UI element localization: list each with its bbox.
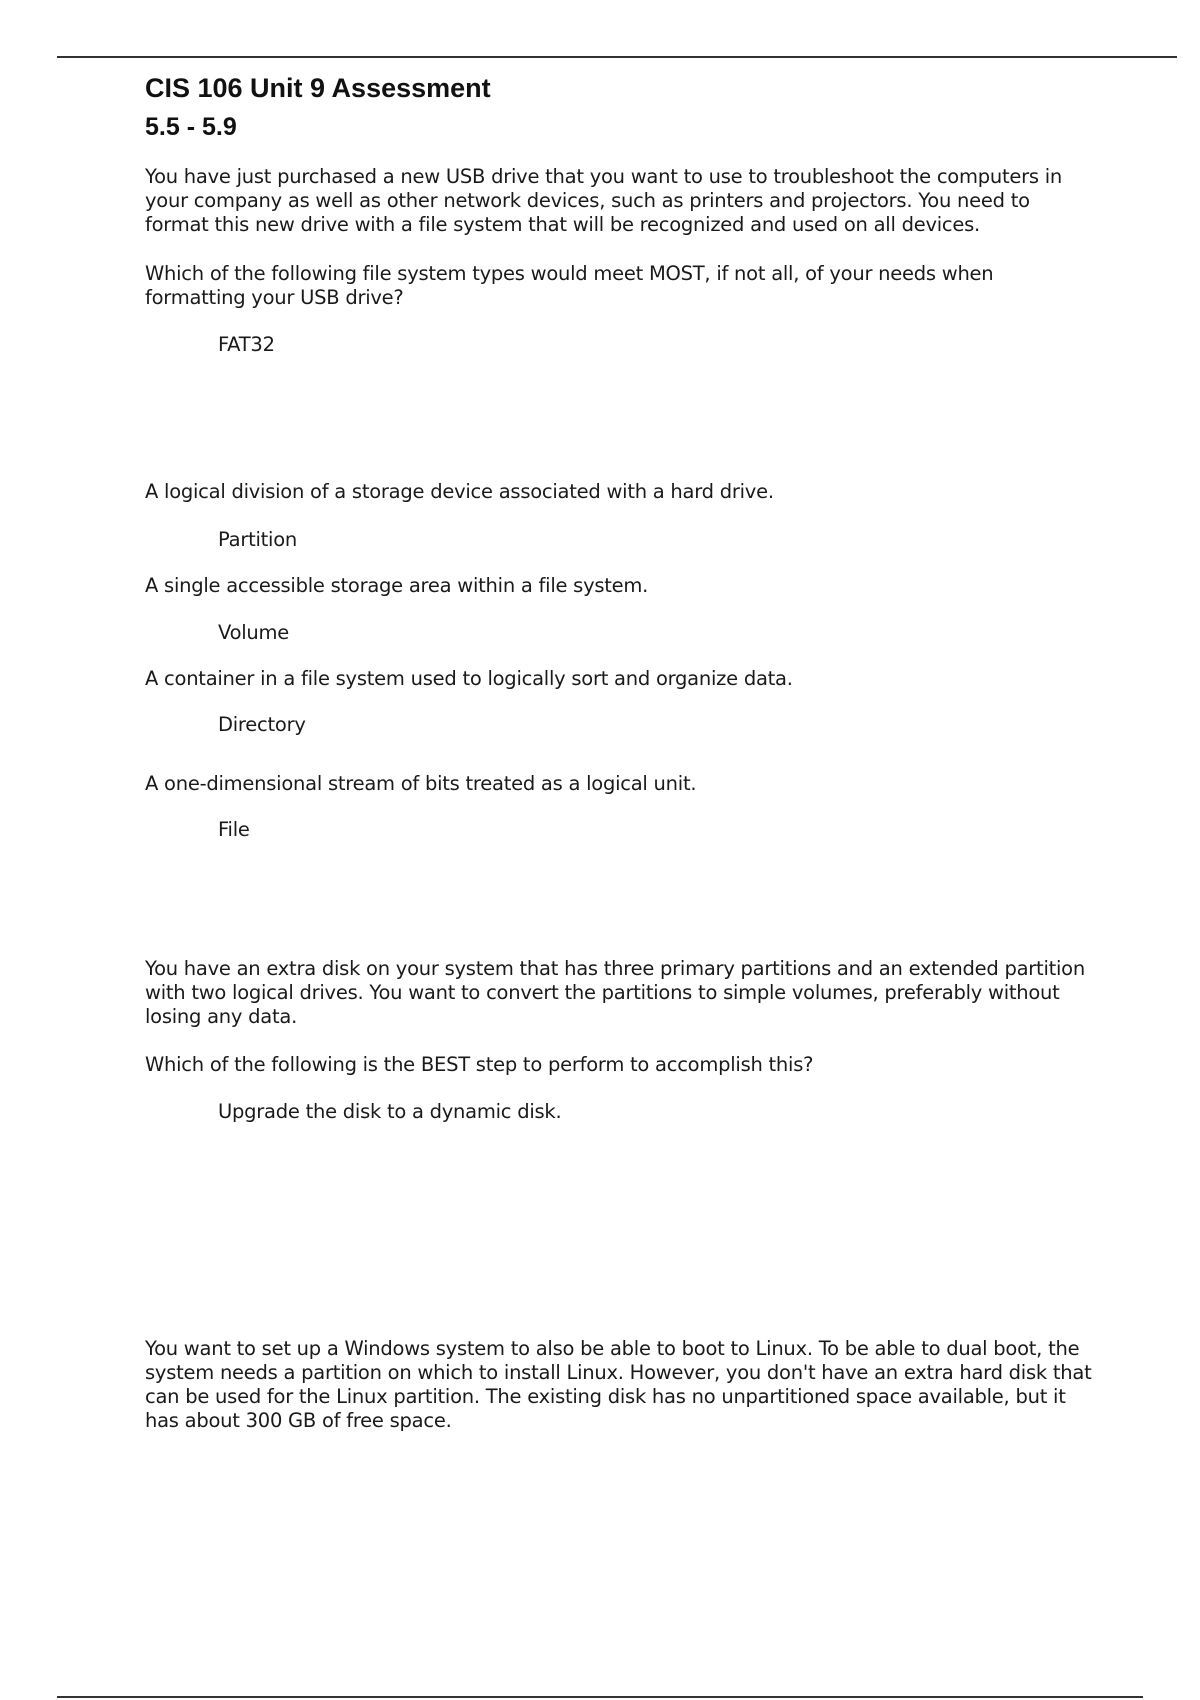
page-title: CIS 106 Unit 9 Assessment xyxy=(145,73,491,103)
definition-answer: Directory xyxy=(218,713,306,736)
document-body xyxy=(145,68,1095,1432)
bottom-divider xyxy=(57,1696,1143,1698)
question-answer: FAT32 xyxy=(218,333,275,356)
definition-term: A single accessible storage area within a file system. xyxy=(145,574,649,597)
question-prompt: Which of the following file system types would meet MOST, if not all, of your needs when formatting your USB drive? xyxy=(145,262,994,309)
definition-term: A logical division of a storage device associated with a hard drive. xyxy=(145,480,774,503)
definition-answer: Volume xyxy=(218,621,290,644)
definition-term: A one-dimensional stream of bits treated as a logical unit. xyxy=(145,772,697,795)
question-prompt: Which of the following is the BEST step to perform to accomplish this? xyxy=(145,1053,814,1076)
question-scenario: You have an extra disk on your system that has three primary partitions and an extended partition with two logical drives. You want to convert the partitions to simple volumes, preferably without losing any data. xyxy=(145,957,1085,1028)
top-divider xyxy=(57,56,1177,58)
definition-term: A container in a file system used to logically sort and organize data. xyxy=(145,667,793,690)
question-scenario: You have just purchased a new USB drive that you want to use to troubleshoot the computers in your company as well as other network devices, such as printers and projectors. You need to format this new drive with a file system that will be recognized and used on all devices. xyxy=(145,165,1063,236)
page-subtitle: 5.5 - 5.9 xyxy=(145,113,237,141)
question-scenario: You want to set up a Windows system to also be able to boot to Linux. To be able to dual boot, the system needs a partition on which to install Linux. However, you don't have an extra hard disk that can be used for the Linux partition. The existing disk has no unpartitioned space available, but it has about 300 GB of free space. xyxy=(145,1337,1092,1432)
question-answer: Upgrade the disk to a dynamic disk. xyxy=(218,1100,562,1123)
definition-answer: File xyxy=(218,818,250,841)
definition-answer: Partition xyxy=(218,528,298,551)
